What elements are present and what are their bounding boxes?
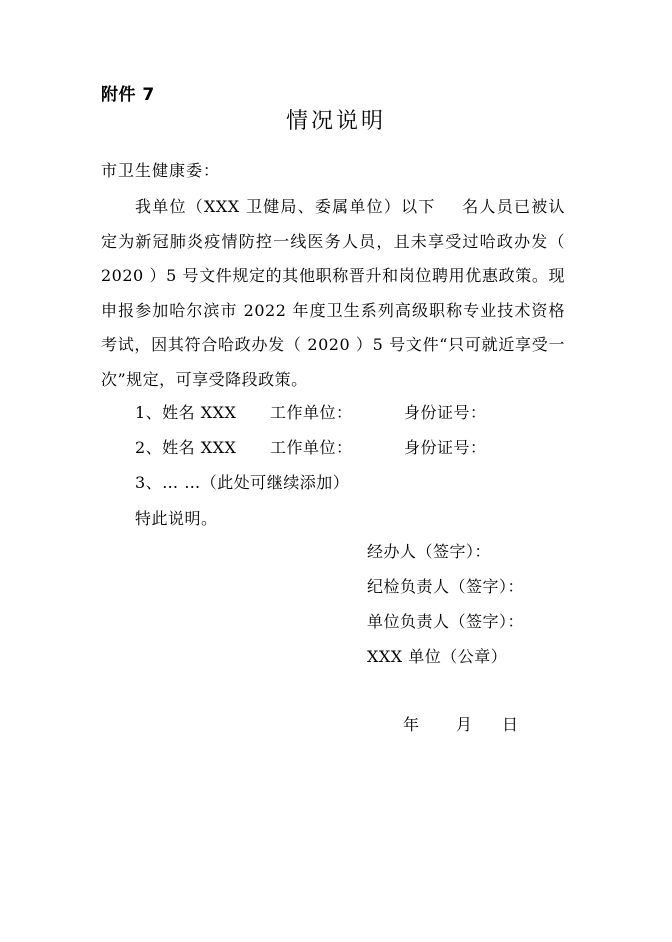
unit-head-signature-line: 单位负责人（签字）： bbox=[367, 612, 525, 631]
discipline-signature-line: 纪检负责人（签字）： bbox=[367, 577, 525, 596]
list-item-unit: 工作单位： bbox=[270, 403, 353, 422]
list-item bbox=[135, 400, 487, 423]
list-item bbox=[135, 435, 487, 458]
list-item-name: 2、姓名 XXX bbox=[135, 438, 237, 457]
list-item-id: 身份证号： bbox=[404, 438, 487, 457]
date-month: 月 bbox=[456, 715, 473, 734]
list-item-unit: 工作单位： bbox=[270, 438, 353, 457]
addressee: 市卫生健康委： bbox=[101, 161, 221, 180]
handler-signature-line: 经办人（签字）： bbox=[367, 542, 492, 561]
list-more-note: 3、… …（此处可继续添加） bbox=[135, 473, 350, 492]
date-day: 日 bbox=[502, 715, 519, 734]
body-text-part2: 名人员已被认定为新冠肺炎疫情防控一线医务人员，且未享受过哈政办发（ 2020 ）5 号文件规定的其他职称晋升和岗位聘用优惠政策。现申报参加哈尔滨市 2022 年度卫生系列高级职称专业技术资格考试，因其符合哈政办发（ 2020 ）5 号文件“只可就近享受一次”规定，可享受降段政策。 bbox=[101, 197, 565, 389]
body-paragraph bbox=[101, 190, 565, 397]
unit-seal-line: XXX 单位（公章） bbox=[367, 647, 508, 666]
closing-statement: 特此说明。 bbox=[135, 509, 218, 528]
document-title: 情况说明 bbox=[285, 109, 386, 134]
date-year: 年 bbox=[403, 715, 420, 734]
list-item-id: 身份证号： bbox=[404, 403, 487, 422]
list-item-name: 1、姓名 XXX bbox=[135, 403, 237, 422]
body-text-part1: 我单位（XXX 卫健局、委属单位）以下 bbox=[135, 197, 436, 216]
attachment-label: 附件 7 bbox=[101, 85, 155, 105]
